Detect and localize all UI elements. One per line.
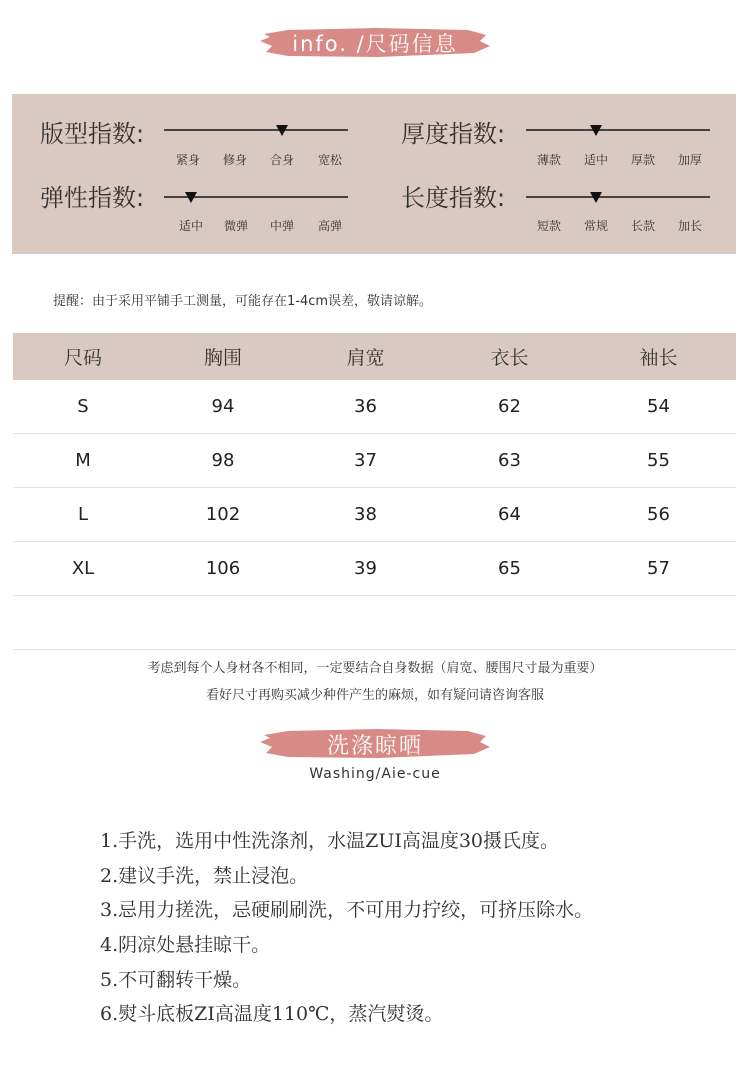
header-chest: 胸围 (203, 347, 242, 369)
cell-sleeve: 54 (647, 396, 670, 417)
size-table-header (13, 333, 736, 380)
cell-chest: 94 (211, 396, 235, 417)
cell-length: 62 (498, 396, 521, 417)
table-row (13, 434, 736, 488)
care-instructions-list (100, 824, 593, 1032)
cell-size: XL (71, 558, 95, 579)
fit-option: 合身 (269, 153, 295, 167)
cell-length: 63 (498, 450, 521, 471)
table-row-empty (13, 596, 736, 650)
wash-banner (258, 727, 492, 761)
list-item: 3.忌用力搓洗，忌硬刷刷洗，不可用力拧绞，可挤压除水。 (100, 899, 594, 922)
elasticity-index-marker (185, 192, 197, 203)
cell-size: S (77, 396, 89, 417)
cell-chest: 102 (205, 504, 241, 525)
thickness-option: 适中 (583, 153, 609, 167)
elasticity-option: 适中 (178, 219, 204, 233)
thickness-option: 薄款 (536, 153, 562, 167)
list-item: 1.手洗，选用中性洗涤剂，水温ZUI高温度30摄氏度。 (100, 830, 560, 852)
thickness-option: 厚款 (630, 153, 656, 167)
length-index-label: 长度指数: (401, 184, 506, 212)
cell-length: 64 (498, 504, 521, 525)
fit-option: 修身 (222, 153, 248, 167)
cell-shoulder: 37 (354, 450, 377, 471)
list-item: 4.阴凉处悬挂晾干。 (100, 934, 271, 957)
cell-length: 65 (498, 558, 521, 579)
cell-chest: 98 (211, 450, 235, 471)
info-banner (258, 26, 492, 60)
length-option: 加长 (677, 219, 703, 233)
length-index-slider (526, 196, 710, 198)
length-option: 短款 (536, 219, 562, 233)
header-length: 衣长 (490, 347, 529, 369)
cell-shoulder: 39 (354, 558, 377, 579)
elasticity-option: 中弹 (269, 219, 295, 233)
cell-sleeve: 57 (647, 558, 670, 579)
thickness-index-label: 厚度指数: (401, 120, 506, 148)
size-hint-line-1: 考虑到每个人身材各不相同，一定要结合自身数据（肩宽、腰围尺寸最为重要） (147, 661, 603, 676)
fit-index-label: 版型指数: (40, 120, 145, 148)
fit-index-panel (12, 94, 736, 254)
elasticity-index-label: 弹性指数: (40, 184, 145, 212)
thickness-index-slider (526, 129, 710, 131)
thickness-index-marker (590, 125, 602, 136)
table-row (13, 542, 736, 596)
table-row (13, 488, 736, 542)
length-option: 常规 (583, 219, 609, 233)
header-shoulder: 肩宽 (346, 347, 385, 369)
cell-chest: 106 (205, 558, 241, 579)
list-item: 6.熨斗底板ZI高温度110℃，蒸汽熨烫。 (100, 1003, 444, 1026)
table-row (13, 380, 736, 434)
fit-index-slider (164, 129, 348, 131)
elasticity-option: 高弹 (317, 219, 343, 233)
cell-size: L (77, 504, 89, 525)
cell-size: M (75, 450, 91, 471)
length-option: 长款 (630, 219, 656, 233)
cell-sleeve: 55 (647, 450, 670, 471)
cell-sleeve: 56 (647, 504, 670, 525)
length-index-marker (590, 192, 602, 203)
list-item: 2.建议手洗，禁止浸泡。 (100, 864, 309, 887)
cell-shoulder: 36 (354, 396, 377, 417)
list-item: 5.不可翻转干燥。 (100, 968, 252, 991)
size-table (13, 333, 736, 650)
wash-banner-title: 洗涤晾晒 (326, 733, 423, 759)
info-banner-title: info. /尺码信息 (292, 32, 458, 56)
thickness-option: 加厚 (677, 153, 703, 167)
size-hint-line-2: 看好尺寸再购买减少种件产生的麻烦，如有疑问请咨询客服 (205, 688, 544, 703)
cell-shoulder: 38 (354, 504, 377, 525)
header-size: 尺码 (63, 347, 102, 369)
header-sleeve: 袖长 (639, 347, 678, 369)
measurement-note: 提醒：由于采用平铺手工测量，可能存在1-4cm误差，敬请谅解。 (53, 294, 433, 309)
wash-banner-subtitle: Washing/Aie-cue (309, 766, 441, 782)
elasticity-option: 微弹 (223, 219, 249, 233)
fit-index-marker (276, 125, 288, 136)
fit-option: 宽松 (317, 153, 343, 167)
fit-option: 紧身 (175, 153, 201, 167)
